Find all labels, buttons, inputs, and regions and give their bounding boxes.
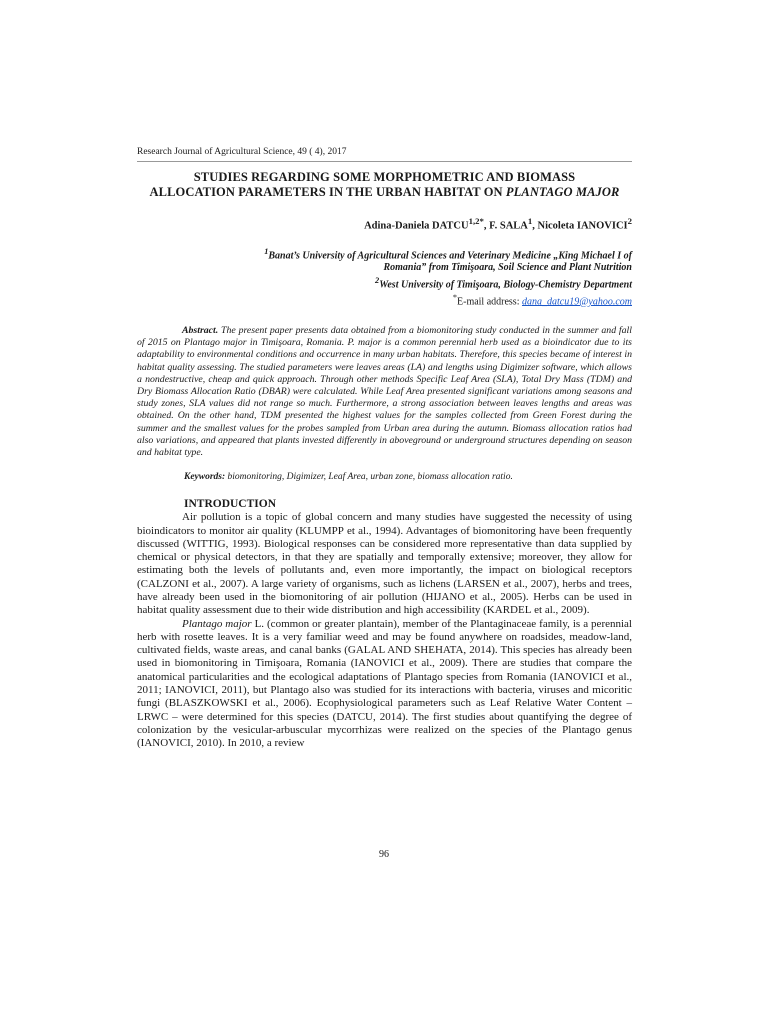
abstract-label: Abstract.	[182, 324, 219, 336]
p2-sc: HEHATA	[420, 644, 464, 657]
p1-sc: ARDEL	[494, 604, 532, 617]
p2-seg: L. (common or greater plantain), member of the Plantaginaceae family, is a perennial herb with rosette leaves. It is a very familiar weed and may be found anywhere on roadsides, meadow-land, cultivated fields, waste areas, and canal banks (G	[137, 617, 632, 657]
email-link[interactable]: dana_datcu19@yahoo.com	[521, 295, 632, 307]
author-2-sup: 1	[527, 216, 533, 226]
p1-seg: et al., 2007). A large variety of organisms, such as lichens (L	[188, 577, 464, 590]
affiliation-2-text: West University of Timişoara, Biology-Chemistry Department	[379, 279, 632, 291]
p2-seg: , 2014). The first studies about quantifying the degree of colonization by the vesicular-arbuscular mycorrhizas were realized on the species of the Plantago genus (I	[137, 710, 632, 750]
p2-seg: S	[411, 644, 421, 657]
email-line	[137, 292, 632, 308]
p2-sc: LASZKOWSKI	[176, 697, 248, 710]
keywords-value: biomonitoring, Digimizer, Leaf Area, urban zone, biomass allocation ratio.	[225, 472, 513, 483]
title-italic-part: PLANTAGO MAJOR	[505, 185, 620, 199]
p1-seg: Air pollution is a topic of global concern and many studies have suggested the necessity of using bioindicators to monitor air quality (K	[137, 511, 632, 537]
title-line-2-text: ALLOCATION PARAMETERS IN THE URBAN HABITAT ON	[149, 185, 503, 199]
p2-seg: et al., 2011; I	[137, 670, 632, 697]
p1-seg: et al., 2005). Herbs can be used in habitat quality assessment due to their wide distribution and high accessibility (K	[137, 591, 632, 617]
intro-paragraph-2	[137, 618, 632, 751]
author-3-sup: 2	[627, 216, 632, 226]
affiliation-line-3	[137, 275, 632, 292]
affiliation-line-2: Romania” from Timişoara, Soil Science and Plant Nutrition	[383, 262, 632, 274]
p1-seg: , 1993). Biological responses can be considered more representative than data supplied by chemical or physical detectors, in that they are spatially and temporally extensive; moreover, they allow for estimating both the levels of pollutants and, even more importantly, the impact on biological receptors (C	[137, 537, 632, 590]
p2-seg: , 2014). This species has already been used in biomonitoring in Timişoara, Romania (I	[137, 644, 632, 670]
p2-seg: et al., 2009). There are studies that compare the anatomical particularities and the ecological adaptations of Plantago species from Romania (I	[137, 657, 632, 683]
author-3: , Nicoleta IANOVICI	[532, 220, 628, 232]
p2-seg: , 2010). In 2010, a review	[190, 737, 305, 750]
p2-sc: ANOVICI	[557, 670, 604, 683]
keywords	[137, 471, 632, 483]
p2-sc: ATCU	[344, 710, 374, 723]
email-label: E-mail address:	[457, 295, 522, 307]
p1-sc: ALZONI	[148, 577, 189, 590]
p2-seg: et al., 2006). Ecophysiological parameters such as Leaf Relative Water Content – LRWC – were determined for this species (D	[137, 697, 632, 723]
paper-page	[137, 146, 632, 751]
abstract	[137, 325, 632, 459]
p2-sc: ANOVICI	[144, 737, 191, 750]
title-line-2	[137, 185, 632, 200]
section-heading-introduction: INTRODUCTION	[184, 498, 277, 511]
email-sup: *	[452, 292, 457, 302]
author-1-sup: 1,2*	[468, 216, 484, 226]
title-line-1: STUDIES REGARDING SOME MORPHOMETRIC AND BIOMASS	[193, 170, 576, 184]
keywords-label: Keywords:	[184, 472, 226, 483]
p1-sc: IJANO	[433, 591, 466, 603]
species-name: Plantago major	[182, 617, 252, 630]
p2-seg: , 2011), but Plantago also was studied for its interactions with bacteria, viruses and micoritic fungi (B	[137, 684, 633, 710]
author-1: Adina-Daniela DATCU	[364, 220, 469, 232]
p1-sc: ITTIG	[196, 537, 226, 550]
p1-seg: et al., 1994). Advantages of biomonitoring have been frequently discussed (W	[137, 524, 632, 550]
author-2: , F. SALA	[483, 220, 528, 232]
abstract-text: The present paper presents data obtained from a biomonitoring study conducted in the summer and fall of 2015 on Plantago major in Timişoara, Romania. P. major is a common perennial herb used as a bioindicator due to its adaptability to environmental conditions and occurrence in many urban habitats. Therefore, this species became of interest in habitat quality assessing. The studied parameters were leaves areas (LA) and lengths using Digimizer software, which allows a nondestructive, cheap and quick approach. Through other methods Specific Leaf Area (SLA), Total Dry Mass (TDM) and Dry Biomass Allocation Ratio (DBAR) were calculated. While Leaf Area presented significant variations among seasons and study zones, SLA values did not range so much. Furthermore, a strong association between leaves lengths and areas was obtained. On the other hand, TDM presented the highest values for the samples collected from Green Forest during the summer and the smallest values for the probes sampled from Urban area during the autumn. Biomass allocation ratios had also variations, and appeared that plants invested differently in aboveground or underground structures depending on season and habitat type.	[137, 324, 632, 459]
author-list	[137, 215, 632, 233]
affiliation-1-text: Banat’s University of Agricultural Sciences and Veterinary Medicine „King Michael I of	[268, 249, 632, 261]
paper-title	[137, 170, 632, 200]
page-number: 96	[379, 849, 389, 860]
p1-sc: ARSEN	[463, 577, 500, 590]
journal-header: Research Journal of Agricultural Science, 49 ( 4), 2017	[137, 146, 632, 162]
affiliation-1-sup: 1	[264, 246, 269, 256]
affiliation-2-sup: 2	[375, 275, 380, 285]
p1-seg: et al., 2007), herbs and trees, have already been used in the biomonitoring of air pollution (H	[137, 577, 632, 603]
intro-paragraph-1	[137, 511, 632, 617]
affiliations	[137, 246, 632, 292]
p2-sc: ANOVICI	[358, 657, 405, 670]
p1-sc: LUMPP	[307, 524, 344, 537]
p1-seg: et al., 2009).	[531, 604, 590, 617]
affiliation-line-1	[137, 246, 632, 263]
p2-sc: ANOVICI	[168, 684, 216, 697]
p2-sc: ALAL AND	[355, 644, 412, 657]
